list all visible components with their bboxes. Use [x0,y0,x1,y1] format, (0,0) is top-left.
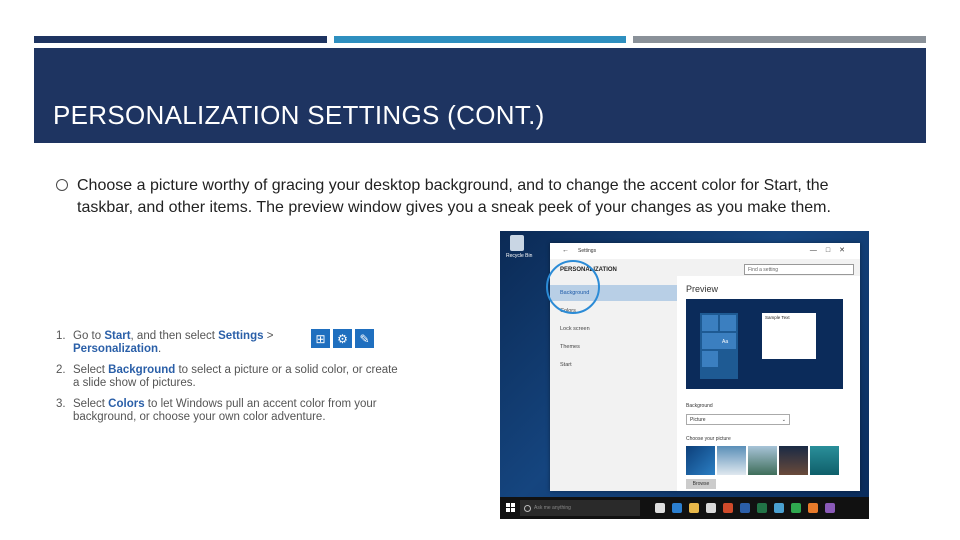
cortana-icon [524,505,531,512]
picture-thumbnails [686,446,839,475]
task-view-icon[interactable] [655,503,665,513]
sample-window: Sample Text [762,313,816,359]
highlight-circle [546,260,600,314]
start-tiles [700,313,738,379]
background-panel [677,276,860,491]
desktop-icon-label: Recycle Bin [506,253,533,259]
nav-item-lock-screen[interactable]: Lock screen [560,326,590,332]
step-text: Select [73,364,109,376]
word-icon[interactable] [740,503,750,513]
chevron-down-icon: ⌄ [781,417,786,423]
background-value: Picture [690,417,706,423]
step-highlight: Start [104,330,131,342]
bullet-item [56,175,886,218]
step-text: , and then select [130,330,219,342]
tile [702,333,736,349]
step-highlight: Colors [108,398,145,410]
step-number: 2. [56,364,66,376]
step-highlight: Background [108,364,176,376]
step-text: to let Windows pull an accent color from your background, or choose your own color adventure. [73,398,377,423]
preview-pane [686,299,843,389]
taskbar-search[interactable] [520,500,640,516]
excel-icon[interactable] [757,503,767,513]
accent-bar-navy [34,36,327,43]
recycle-bin-glyph [510,235,524,251]
preview-title: Preview [686,284,719,294]
app-icon[interactable] [791,503,801,513]
nav-item-themes[interactable]: Themes [560,344,580,350]
accent-bar-blue [334,36,626,43]
window-title: Settings [578,248,597,254]
step-number: 1. [56,330,66,342]
choose-picture-label: Choose your picture [686,436,731,442]
step-text: to select a picture or a solid color, or create a slide show of pictures. [73,364,398,389]
taskbar [500,497,869,519]
step-highlight: Personalization [73,343,158,355]
windows-screenshot [500,231,869,519]
find-setting-input[interactable]: Find a setting [744,264,854,275]
nav-item-start[interactable]: Start [560,362,572,368]
settings-taskbar-icon[interactable] [825,503,835,513]
app-icon[interactable] [808,503,818,513]
picture-thumbnail[interactable] [748,446,777,475]
step-3 [56,398,401,424]
file-explorer-icon[interactable] [689,503,699,513]
store-icon[interactable] [706,503,716,513]
step-text: Select [73,398,109,410]
recycle-bin-icon[interactable] [506,235,533,261]
accent-bar-gray [633,36,926,43]
step-number: 3. [56,398,66,410]
picture-thumbnail[interactable] [779,446,808,475]
tile [720,315,736,331]
bullet-text: Choose a picture worthy of gracing your desktop background, and to change the accent color for Start, the taskbar, and other items. The preview window gives you a sneak peek of your changes as you make them. [77,177,831,216]
back-arrow-icon[interactable]: ← [562,247,569,254]
picture-thumbnail[interactable] [810,446,839,475]
pen-tablet-icon: ✎ [355,329,374,348]
app-icon[interactable] [723,503,733,513]
nav-item-background[interactable]: Background [550,285,677,301]
taskbar-search-placeholder: Ask me anything [534,505,571,511]
browse-button[interactable]: Browse [686,479,716,489]
picture-thumbnail[interactable] [686,446,715,475]
nav-item-colors[interactable]: Colors [560,308,576,314]
bullet-circle-icon [56,179,68,191]
nav-header: PERSONALIZATION [560,267,617,273]
windows-logo-icon: ⊞ [311,329,330,348]
edge-icon[interactable] [672,503,682,513]
window-titlebar [550,243,860,259]
tile-label: Aa [722,339,729,345]
step-icons [311,329,374,348]
gear-icon: ⚙ [333,329,352,348]
tile [702,315,718,331]
step-2 [56,364,401,390]
background-label: Background [686,403,713,409]
background-dropdown[interactable] [686,414,790,425]
start-button-icon[interactable] [506,503,515,512]
window-controls[interactable]: —□✕ [809,247,854,254]
tile [702,351,718,367]
app-icon[interactable] [774,503,784,513]
title-banner [34,48,926,143]
step-text: Go to [73,330,105,342]
step-highlight: Settings [218,330,264,342]
slide-title: PERSONALIZATION SETTINGS (CONT.) [53,100,545,130]
step-text: > [263,330,274,342]
picture-thumbnail[interactable] [717,446,746,475]
step-text: . [158,343,162,355]
